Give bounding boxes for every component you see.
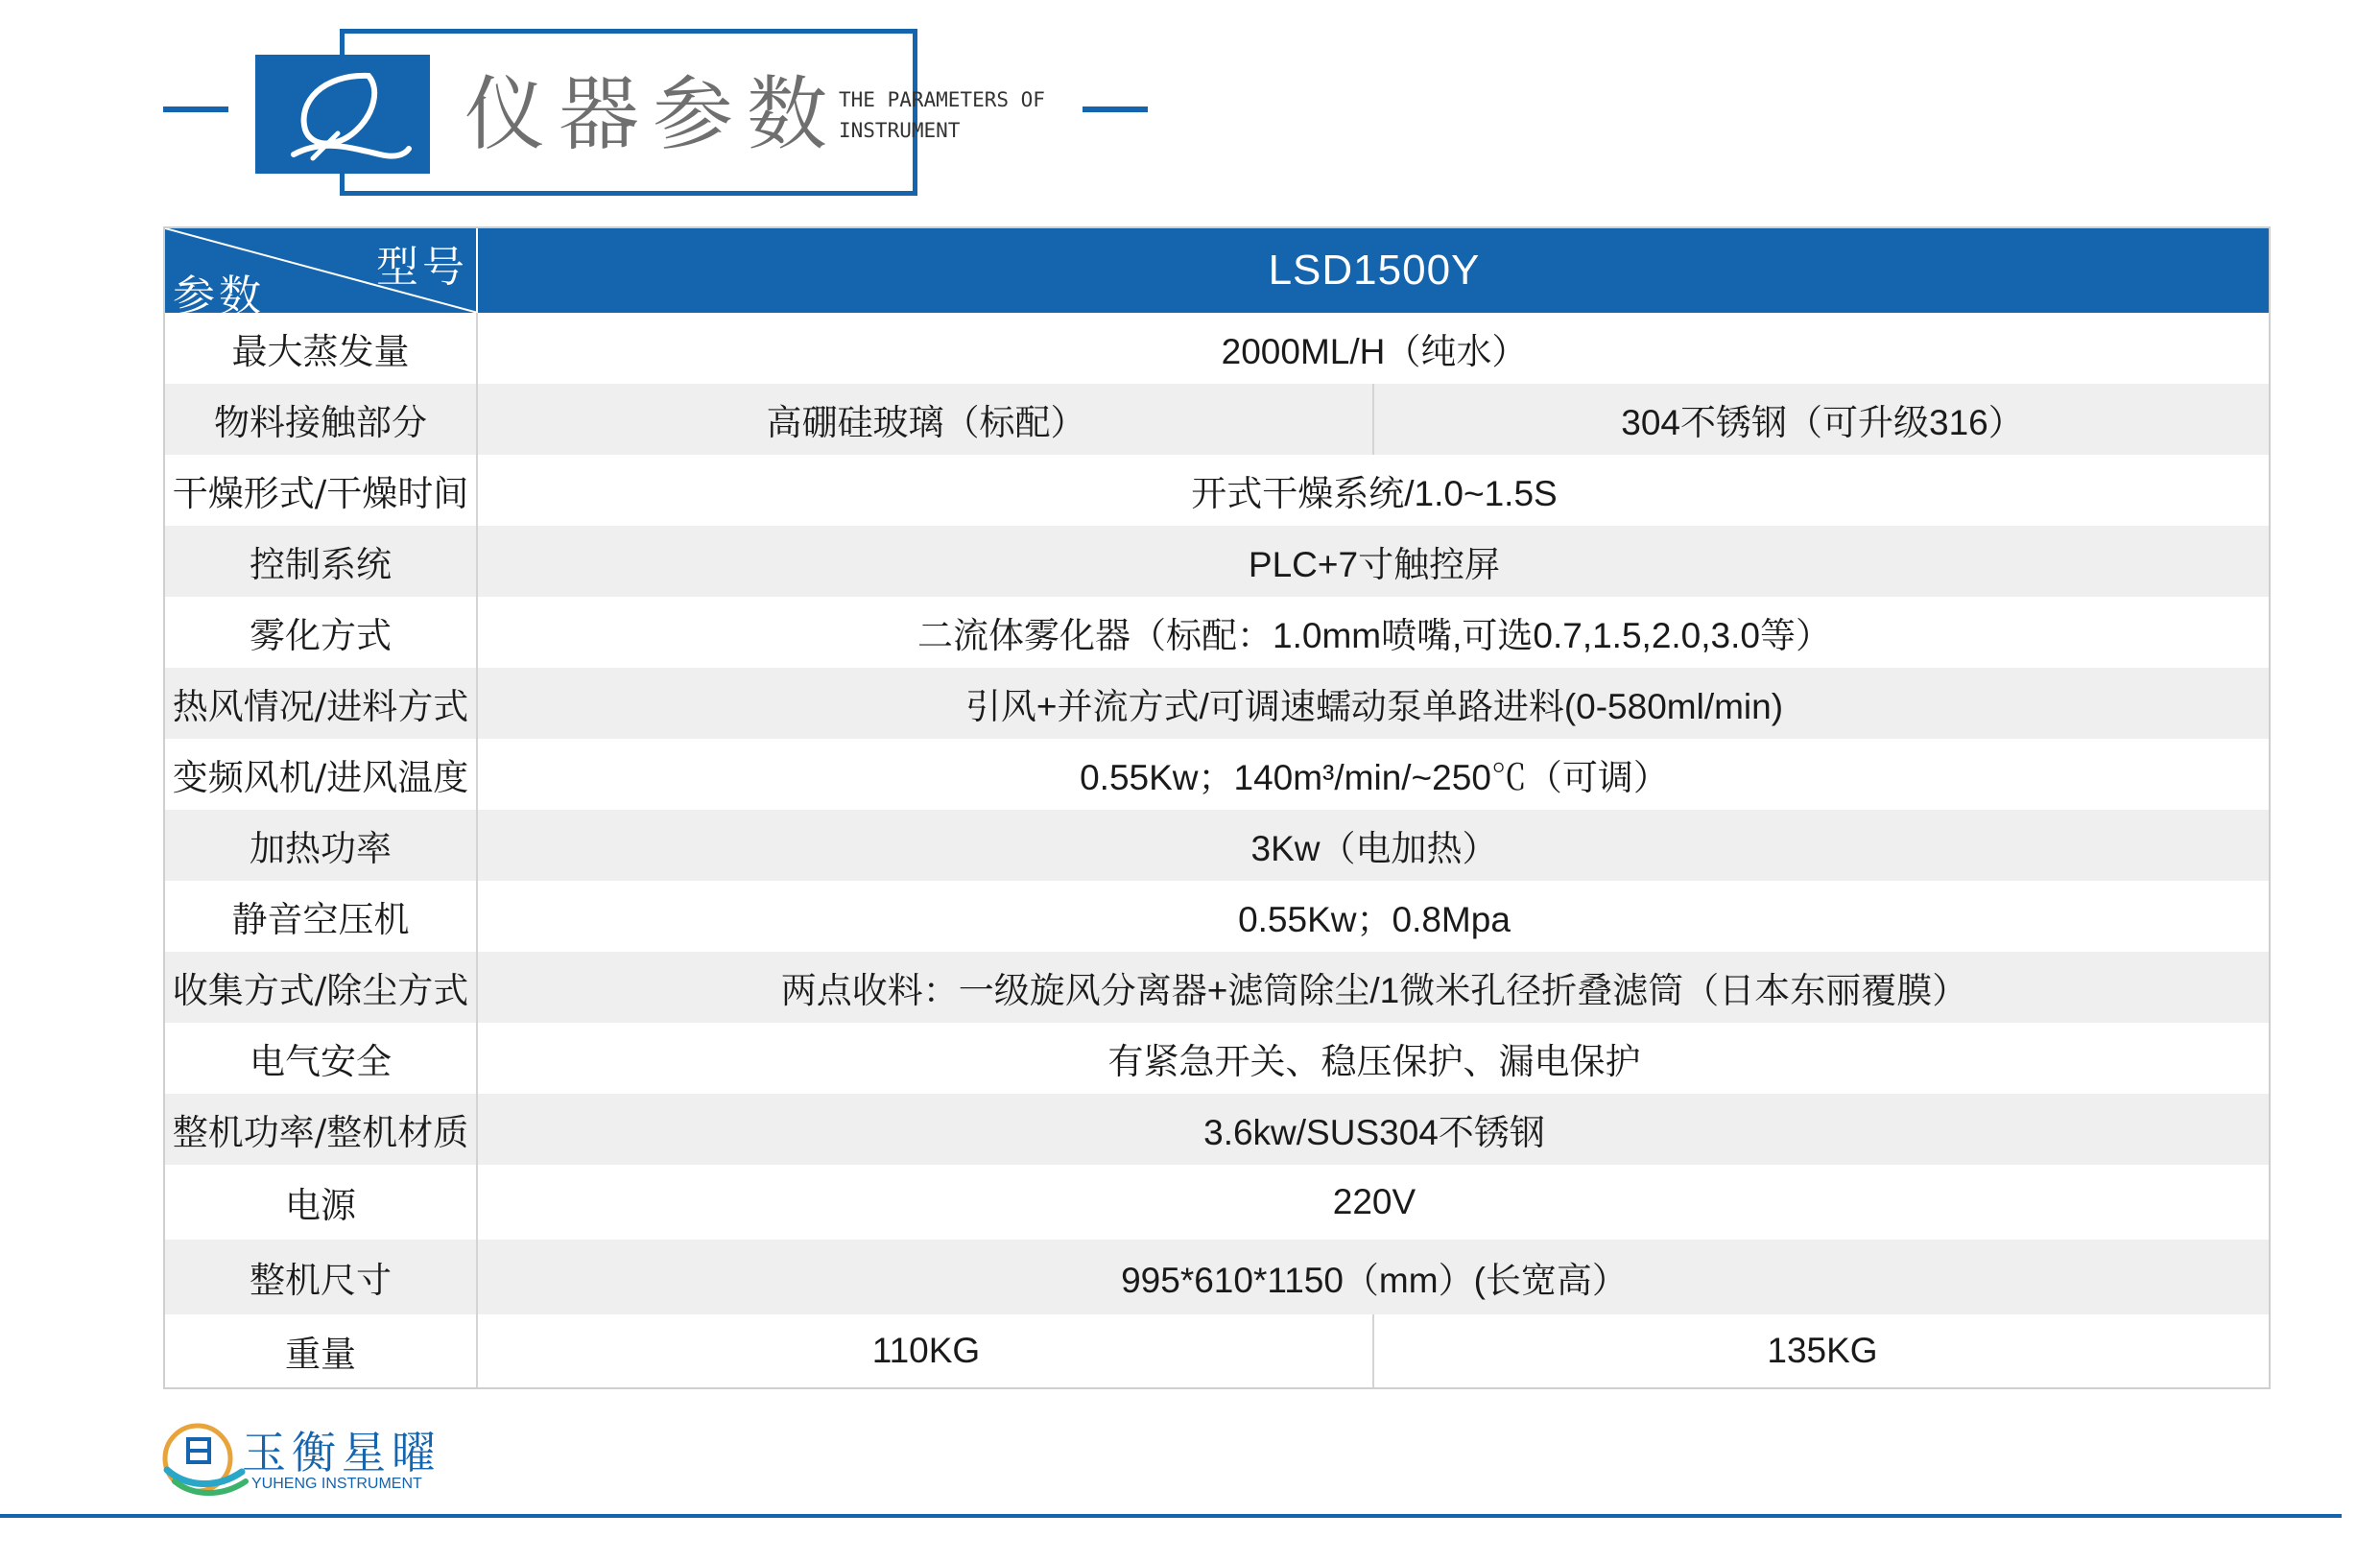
row-label: 重量 — [165, 1314, 478, 1387]
row-label: 电源 — [165, 1165, 478, 1240]
row-label: 热风情况/进料方式 — [165, 668, 478, 739]
row-value-option-a: 高硼硅玻璃（标配） — [480, 384, 1374, 455]
parameters-table — [163, 226, 2271, 1389]
row-value: PLC+7寸触控屏 — [1248, 545, 1501, 584]
row-value: 二流体雾化器（标配：1.0mm喷嘴,可选0.7,1.5,2.0,3.0等） — [917, 616, 1831, 655]
row-label: 雾化方式 — [165, 597, 478, 668]
table-row — [165, 881, 2269, 952]
row-label: 控制系统 — [165, 526, 478, 597]
corner-label-param: 参数 — [173, 272, 265, 320]
row-label: 最大蒸发量 — [165, 313, 478, 384]
model-name: LSD1500Y — [1268, 247, 1481, 294]
table-row — [165, 526, 2269, 597]
row-value: 0.55Kw；0.8Mpa — [1238, 900, 1511, 939]
row-label: 变频风机/进风温度 — [165, 739, 478, 810]
table-row — [165, 1094, 2269, 1165]
row-label: 物料接触部分 — [165, 384, 478, 455]
row-label: 整机功率/整机材质 — [165, 1094, 478, 1165]
row-value: 220V — [1332, 1182, 1416, 1221]
table-row — [165, 455, 2269, 526]
table-row — [165, 384, 2269, 455]
quill-q-icon — [255, 55, 430, 174]
row-value: 两点收料：一级旋风分离器+滤筒除尘/1微米孔径折叠滤筒（日本东丽覆膜） — [780, 971, 1968, 1010]
row-value: 2000ML/H（纯水） — [1221, 332, 1528, 371]
row-value: 0.55Kw；140m³/min/~250℃（可调） — [1080, 758, 1669, 797]
row-label: 静音空压机 — [165, 881, 478, 952]
row-value: 有紧急开关、稳压保护、漏电保护 — [1107, 1042, 1641, 1081]
table-row — [165, 313, 2269, 384]
row-value: 3.6kw/SUS304不锈钢 — [1203, 1113, 1545, 1152]
header-logo-badge — [255, 55, 430, 174]
row-label: 干燥形式/干燥时间 — [165, 455, 478, 526]
table-row — [165, 810, 2269, 881]
row-label: 收集方式/除尘方式 — [165, 952, 478, 1023]
row-value-option-b: 304不锈钢（可升级316） — [1621, 403, 2024, 442]
table-row — [165, 668, 2269, 739]
row-value-option-b: 135KG — [1767, 1331, 1878, 1370]
footer-rule — [0, 1514, 2342, 1518]
brand-name: 玉衡星曜 — [242, 1427, 441, 1478]
row-label: 电气安全 — [165, 1023, 478, 1094]
row-value: 3Kw（电加热） — [1250, 829, 1498, 868]
table-row — [165, 1023, 2269, 1094]
page-title: 仪器参数 — [464, 67, 842, 161]
table-row — [165, 1314, 2269, 1387]
row-value: 引风+并流方式/可调速蠕动泵单路进料(0-580ml/min) — [964, 687, 1784, 726]
table-row — [165, 739, 2269, 810]
header-left-rule — [163, 106, 228, 112]
header-right-rule — [1083, 106, 1148, 112]
corner-label-model: 型号 — [376, 243, 468, 292]
row-label: 加热功率 — [165, 810, 478, 881]
table-row — [165, 1240, 2269, 1314]
brand-subtitle: YUHENG INSTRUMENT — [251, 1476, 422, 1492]
table-row — [165, 952, 2269, 1023]
row-value-option-a: 110KG — [480, 1314, 1374, 1387]
row-label: 整机尺寸 — [165, 1240, 478, 1314]
table-header-row — [165, 228, 2269, 320]
page-subtitle: THE PARAMETERS OF INSTRUMENT — [839, 88, 1045, 142]
row-value: 开式干燥系统/1.0~1.5S — [1191, 474, 1558, 513]
table-corner-cell — [165, 228, 478, 320]
table-row — [165, 597, 2269, 668]
row-value: 995*610*1150（mm）(长宽高） — [1121, 1261, 1628, 1300]
table-row — [165, 1165, 2269, 1240]
